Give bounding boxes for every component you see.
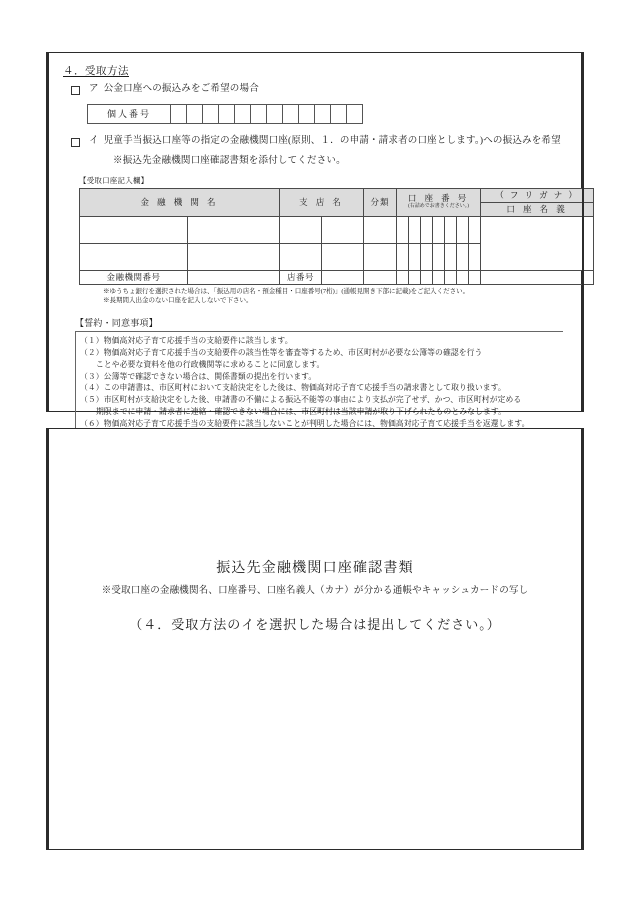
entry-institution-name-2[interactable]: [80, 243, 188, 270]
option-a-label: 公金口座への振込みをご希望の場合: [103, 84, 259, 94]
table-header-row: [80, 188, 594, 202]
entry-account-digit[interactable]: [457, 243, 469, 270]
mynumber-table-wrap: [87, 104, 569, 124]
entry-account-digit[interactable]: [397, 216, 409, 243]
entry-account-digit[interactable]: [445, 243, 457, 270]
entry-account-digit[interactable]: [433, 216, 445, 243]
receipt-method-section-box: [48, 52, 582, 428]
entry-account-digit[interactable]: [409, 270, 421, 284]
entry-account-digit[interactable]: [397, 270, 409, 284]
attachment-instruction: （４．受取方法のイを選択した場合は提出してください。）: [129, 617, 501, 632]
label-institution-code: 金融機関番号: [80, 270, 188, 284]
mynumber-cell[interactable]: [315, 104, 331, 123]
entry-account-digit[interactable]: [457, 270, 469, 284]
entry-institution-code[interactable]: [188, 270, 280, 284]
entry-account-name[interactable]: [481, 216, 594, 270]
pledge-item: （５）市区町村が支給決定をした後、申請書の不備による振込不能等の事由により支払が完了せず、かつ、市区町村が定める: [80, 395, 522, 405]
pledge-box: [75, 331, 563, 434]
label-branch-code: 店番号: [280, 270, 322, 284]
entry-account-digit[interactable]: [469, 243, 481, 270]
entry-branch-name-ext[interactable]: [322, 216, 364, 243]
table-row: [80, 270, 594, 284]
header-account-number-note: (右詰めでお書きください。): [408, 204, 469, 210]
entry-branch-name[interactable]: [280, 216, 322, 243]
option-a-row[interactable]: [71, 83, 569, 97]
entry-account-digit[interactable]: [457, 216, 469, 243]
entry-category-2[interactable]: [364, 243, 397, 270]
entry-institution-name-2-ext[interactable]: [188, 243, 280, 270]
pledge-heading: 【誓約・同意事項】: [75, 318, 158, 329]
checkbox-icon-option-a[interactable]: [71, 86, 80, 95]
entry-account-digit[interactable]: [421, 216, 433, 243]
attachment-title: 振込先金融機関口座確認書類: [216, 561, 414, 576]
section-heading: ４．受取方法: [63, 66, 129, 77]
entry-institution-name[interactable]: [80, 216, 188, 243]
entry-account-digit[interactable]: [397, 243, 409, 270]
mynumber-label: 個人番号: [88, 104, 171, 123]
bank-note-1: ※ゆうちょ銀行を選択された場合は、「振込用の店名・預金種目・口座番号(7桁)」(通帳見開き下部に記載)をご記入ください。: [103, 287, 470, 295]
header-category: 分類: [364, 188, 397, 216]
option-b-label: 児童手当振込口座等の指定の金融機関口座(原則、１．の申請・請求者の口座とします。)への振込みを希望: [103, 135, 561, 146]
entry-category[interactable]: [364, 216, 397, 243]
bank-table-notes: [103, 287, 569, 307]
entry-account-digit[interactable]: [445, 270, 457, 284]
bank-account-table: [79, 188, 594, 285]
entry-account-digit[interactable]: [409, 243, 421, 270]
mynumber-cell[interactable]: [251, 104, 267, 123]
mynumber-table: [87, 104, 363, 124]
header-kana: （ フ リ ガ ナ ）: [481, 188, 594, 202]
pledge-item: （４）この申請書は、市区町村において支給決定をした後は、物価高対応子育て応援手当の請求書として取り扱います。: [80, 383, 506, 393]
bank-note-2: ※長期間入出金のない口座を記入しないで下さい。: [103, 297, 253, 305]
entry-branch-name-2[interactable]: [280, 243, 322, 270]
bank-table-caption: 【受取口座記入欄】: [79, 175, 149, 185]
mynumber-cell[interactable]: [267, 104, 283, 123]
mynumber-cell[interactable]: [219, 104, 235, 123]
attachment-content: [49, 557, 581, 633]
mynumber-cell[interactable]: [283, 104, 299, 123]
option-a-marker: ア: [89, 84, 99, 94]
entry-account-digit[interactable]: [421, 270, 433, 284]
mynumber-cell[interactable]: [203, 104, 219, 123]
entry-account-digit[interactable]: [433, 243, 445, 270]
header-account-name: 口 座 名 義: [481, 202, 594, 216]
attachment-subtitle: ※受取口座の金融機関名、口座番号、口座名義人（カナ）が分かる通帳やキャッシュカードの写し: [101, 586, 529, 596]
entry-branch-code[interactable]: [322, 270, 364, 284]
entry-account-digit[interactable]: [469, 270, 481, 284]
header-branch-name: 支 店 名: [280, 188, 364, 216]
attachment-section-box: [48, 428, 582, 850]
header-institution-name: 金 融 機 関 名: [80, 188, 280, 216]
pledge-item: （１）物価高対応子育て応援手当の支給要件に該当します。: [80, 336, 293, 346]
entry-account-digit[interactable]: [469, 216, 481, 243]
entry-institution-name-ext[interactable]: [188, 216, 280, 243]
mynumber-cell[interactable]: [171, 104, 187, 123]
pledge-item-continuation: 期限までに申請・請求者に連絡・確認できない場合には、市区町村は当該申請が取り下げられたものとみなします。: [96, 407, 507, 417]
mynumber-cell[interactable]: [187, 104, 203, 123]
header-account-number: [397, 188, 481, 216]
table-row: [88, 104, 363, 123]
header-account-number-text: 口 座 番 号: [407, 193, 470, 204]
pledge-item: （２）物価高対応子育て応援手当の支給要件の該当性等を審査等するため、市区町村が必要な公簿等の確認を行う: [80, 347, 483, 357]
pledge-item: （６）物価高対応子育て応援手当の支給要件に該当しないことが判明した場合には、物価高対応子育て応援手当を返還します。: [80, 418, 530, 428]
entry-account-digit[interactable]: [409, 216, 421, 243]
option-b-attachment-note: ※振込先金融機関口座確認書類を添付してください。: [113, 155, 346, 166]
table-row: [80, 216, 594, 243]
pledge-item: （３）公簿等で確認できない場合は、関係書類の提出を行います。: [80, 371, 317, 381]
mynumber-cell[interactable]: [235, 104, 251, 123]
entry-account-digit[interactable]: [421, 243, 433, 270]
checkbox-icon-option-b[interactable]: [71, 138, 80, 147]
option-b-row[interactable]: [71, 135, 569, 149]
entry-category-3[interactable]: [364, 270, 397, 284]
bank-table-wrap: [79, 188, 579, 285]
entry-account-digit[interactable]: [433, 270, 445, 284]
entry-account-name-2[interactable]: [481, 270, 594, 284]
mynumber-cell[interactable]: [347, 104, 363, 123]
entry-account-digit[interactable]: [445, 216, 457, 243]
mynumber-cell[interactable]: [331, 104, 347, 123]
mynumber-cell[interactable]: [299, 104, 315, 123]
entry-branch-name-2-ext[interactable]: [322, 243, 364, 270]
option-b-marker: イ: [89, 135, 99, 146]
pledge-item-continuation: ことや必要な資料を他の行政機関等に求めることに同意します。: [96, 359, 325, 369]
